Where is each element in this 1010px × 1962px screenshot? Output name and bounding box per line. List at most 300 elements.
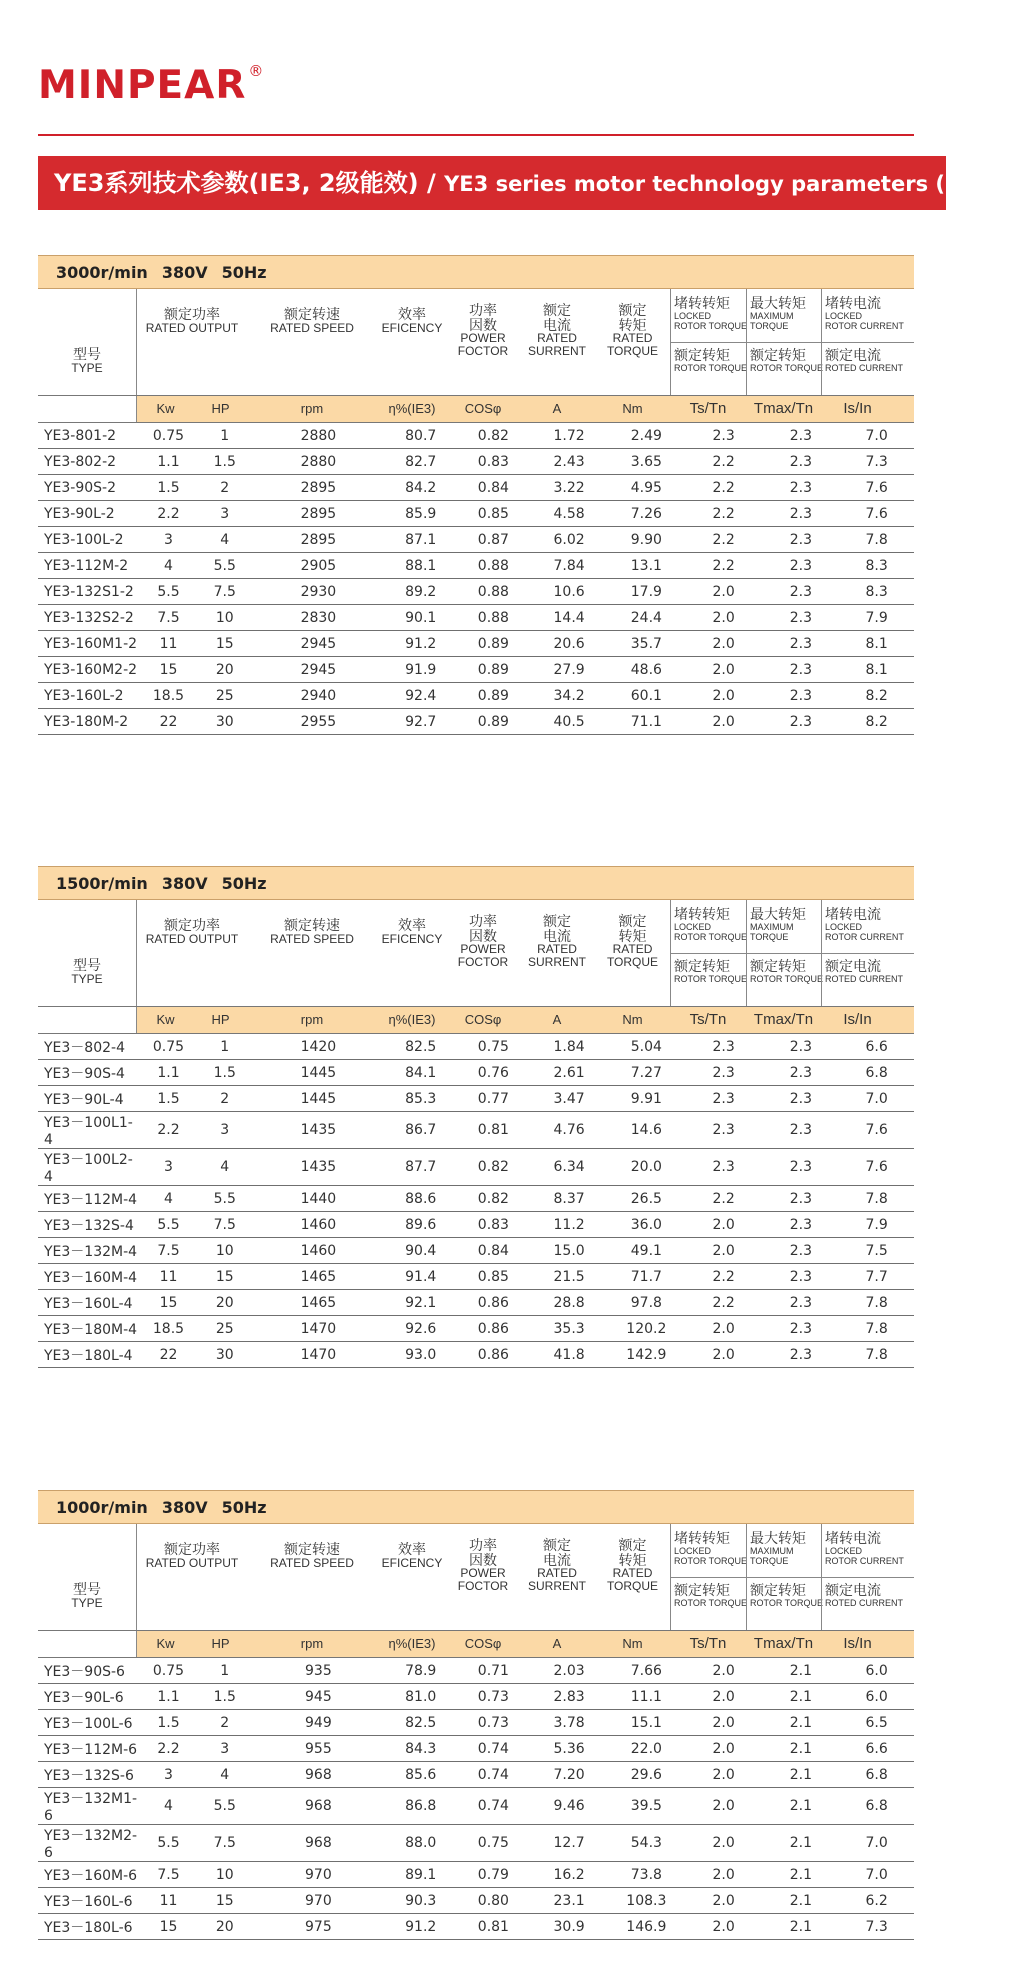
- value-cell: 92.4: [385, 683, 457, 709]
- value-cell: 7.8: [839, 1186, 914, 1212]
- value-cell: 4: [139, 1788, 197, 1825]
- value-cell: 7.3: [839, 1914, 914, 1940]
- rated-speed-header: [247, 307, 377, 334]
- section-frequency: 50Hz: [221, 874, 267, 893]
- unit-tmax: Tmax/Tn: [753, 400, 814, 417]
- value-cell: 2.83: [530, 1684, 608, 1710]
- value-cell: 24.4: [608, 605, 685, 631]
- value-cell: 2.0: [685, 1736, 763, 1762]
- value-cell: 2.3: [762, 709, 839, 735]
- value-cell: 7.27: [608, 1060, 685, 1086]
- table-row: [38, 1290, 914, 1316]
- value-cell: 2.1: [762, 1710, 839, 1736]
- torque-cn1: 额定: [618, 302, 647, 318]
- unit-is: Is/In: [843, 1635, 872, 1652]
- value-cell: 2.3: [762, 579, 839, 605]
- value-cell: 0.82: [457, 1186, 531, 1212]
- value-cell: 1.5: [139, 1086, 197, 1112]
- value-cell: 0.74: [457, 1762, 531, 1788]
- value-cell: 11: [139, 1888, 197, 1914]
- value-cell: 0.89: [457, 709, 531, 735]
- value-cell: 1.1: [139, 449, 197, 475]
- efficiency-en: EFICENCY: [381, 1555, 443, 1570]
- value-cell: 2.3: [762, 1034, 839, 1060]
- value-cell: 2.0: [685, 1212, 763, 1238]
- current-cn2: 电流: [543, 316, 571, 333]
- value-cell: 6.6: [839, 1034, 914, 1060]
- efficiency-cn: 效率: [398, 917, 426, 933]
- model-cell: YE3－90L-4: [38, 1086, 139, 1112]
- value-cell: 41.8: [530, 1342, 608, 1368]
- spec-table: [38, 1034, 914, 1368]
- rated-output-header: [137, 307, 247, 334]
- value-cell: 8.1: [839, 657, 914, 683]
- value-cell: 29.6: [608, 1762, 685, 1788]
- rated-current-header: [519, 914, 595, 969]
- unit-eff: η%(IE3): [388, 1012, 436, 1027]
- value-cell: 91.2: [385, 1914, 457, 1940]
- torque-en2: TORQUE: [606, 954, 659, 969]
- value-cell: 0.82: [457, 1149, 531, 1186]
- efficiency-header: [377, 307, 447, 334]
- rated-current-header: [519, 1538, 595, 1593]
- model-cell: YE3－160M-4: [38, 1264, 139, 1290]
- current-en1: RATED: [537, 331, 577, 346]
- value-cell: 0.85: [457, 1264, 531, 1290]
- model-cell: YE3－132M1-6: [38, 1788, 139, 1825]
- value-cell: 6.8: [839, 1060, 914, 1086]
- torque-en1: RATED: [612, 331, 653, 346]
- value-cell: 7.5: [139, 605, 197, 631]
- value-cell: 88.6: [385, 1186, 457, 1212]
- power-factor-cn2: 因数: [469, 1551, 497, 1568]
- unit-eff: η%(IE3): [388, 1636, 436, 1651]
- value-cell: 22: [139, 1342, 197, 1368]
- value-cell: 949: [252, 1710, 385, 1736]
- value-cell: 0.75: [457, 1825, 531, 1862]
- value-cell: 6.6: [839, 1736, 914, 1762]
- torque-cn2: 转矩: [618, 927, 647, 944]
- value-cell: 87.1: [385, 527, 457, 553]
- table-row: [38, 501, 914, 527]
- value-cell: 2.3: [762, 1149, 839, 1186]
- model-cell: YE3-802-2: [38, 449, 139, 475]
- value-cell: 82.5: [385, 1034, 457, 1060]
- value-cell: 2.0: [685, 1684, 763, 1710]
- value-cell: 90.1: [385, 605, 457, 631]
- value-cell: 10: [198, 1862, 252, 1888]
- value-cell: 2.0: [685, 709, 763, 735]
- value-cell: 2895: [252, 475, 385, 501]
- value-cell: 975: [252, 1914, 385, 1940]
- value-cell: 2.0: [685, 1710, 763, 1736]
- value-cell: 87.7: [385, 1149, 457, 1186]
- value-cell: 2.0: [685, 657, 763, 683]
- power-factor-en1: POWER: [460, 1566, 506, 1581]
- torque-cn1: 额定: [618, 1537, 647, 1553]
- max-torque-header: 最大转矩 MAXIMUM TORQUE 额定转矩 ROTOR TORQUE: [746, 1524, 821, 1630]
- model-cell: YE3－100L1-4: [38, 1112, 139, 1149]
- rated-speed-cn: 额定转速: [284, 917, 340, 933]
- unit-nm: Nm: [622, 401, 643, 416]
- value-cell: 7.8: [839, 527, 914, 553]
- value-cell: 14.4: [530, 605, 608, 631]
- rated-torque-header: [595, 914, 670, 969]
- torque-en1: RATED: [612, 1566, 653, 1581]
- value-cell: 2.0: [685, 1862, 763, 1888]
- value-cell: 3: [198, 1736, 252, 1762]
- brand-logo: MINPEAR ®: [38, 62, 265, 108]
- power-factor-cn2: 因数: [469, 927, 497, 944]
- value-cell: 89.6: [385, 1212, 457, 1238]
- section-frequency: 50Hz: [221, 1498, 267, 1517]
- unit-is: Is/In: [843, 1011, 872, 1028]
- value-cell: 30.9: [530, 1914, 608, 1940]
- value-cell: 2.0: [685, 1762, 763, 1788]
- locked-torque-header: 堵转转矩 LOCKED ROTOR TORQUE 额定转矩 ROTOR TORQUE: [670, 900, 746, 1006]
- value-cell: 11.1: [608, 1684, 685, 1710]
- value-cell: 0.88: [457, 579, 531, 605]
- value-cell: 5.5: [198, 1186, 252, 1212]
- value-cell: 71.1: [608, 709, 685, 735]
- value-cell: 81.0: [385, 1684, 457, 1710]
- value-cell: 82.7: [385, 449, 457, 475]
- power-factor-header: [447, 1538, 519, 1593]
- value-cell: 18.5: [139, 1316, 197, 1342]
- value-cell: 1445: [252, 1060, 385, 1086]
- value-cell: 10.6: [530, 579, 608, 605]
- table-row: [38, 1316, 914, 1342]
- value-cell: 0.83: [457, 1212, 531, 1238]
- value-cell: 49.1: [608, 1238, 685, 1264]
- value-cell: 2.0: [685, 683, 763, 709]
- value-cell: 91.2: [385, 631, 457, 657]
- table-row: [38, 449, 914, 475]
- value-cell: 1.5: [198, 449, 252, 475]
- value-cell: 17.9: [608, 579, 685, 605]
- value-cell: 5.5: [139, 1212, 197, 1238]
- value-cell: 3: [198, 501, 252, 527]
- rated-speed-header: [247, 918, 377, 945]
- value-cell: 15: [139, 1914, 197, 1940]
- torque-en1: RATED: [612, 942, 653, 957]
- table-row: [38, 579, 914, 605]
- spec-section-2: [38, 866, 914, 1368]
- value-cell: 0.81: [457, 1112, 531, 1149]
- value-cell: 20: [198, 1290, 252, 1316]
- unit-cos: COSφ: [464, 1636, 502, 1651]
- value-cell: 0.86: [457, 1342, 531, 1368]
- value-cell: 5.5: [139, 1825, 197, 1862]
- model-cell: YE3－90L-6: [38, 1684, 139, 1710]
- value-cell: 1465: [252, 1290, 385, 1316]
- model-cell: YE3－802-4: [38, 1034, 139, 1060]
- value-cell: 6.8: [839, 1762, 914, 1788]
- value-cell: 7.5: [839, 1238, 914, 1264]
- table-row: [38, 1862, 914, 1888]
- value-cell: 2.3: [685, 1034, 763, 1060]
- model-cell: YE3－132M-4: [38, 1238, 139, 1264]
- unit-tmax: Tmax/Tn: [753, 1635, 814, 1652]
- locked-current-header: 堵转电流 LOCKED ROTOR CURRENT 额定电流 ROTED CURRENT: [821, 900, 914, 1006]
- value-cell: 2.0: [685, 579, 763, 605]
- model-cell: YE3－132S-6: [38, 1762, 139, 1788]
- value-cell: 7.84: [530, 553, 608, 579]
- value-cell: 86.7: [385, 1112, 457, 1149]
- value-cell: 11.2: [530, 1212, 608, 1238]
- section-heading: [38, 866, 914, 900]
- value-cell: 88.1: [385, 553, 457, 579]
- torque-cn2: 转矩: [618, 316, 647, 333]
- value-cell: 73.8: [608, 1862, 685, 1888]
- value-cell: 7.6: [839, 501, 914, 527]
- rated-torque-header: [595, 1538, 670, 1593]
- value-cell: 0.86: [457, 1316, 531, 1342]
- type-header: [38, 289, 137, 395]
- table-row: [38, 1762, 914, 1788]
- value-cell: 71.7: [608, 1264, 685, 1290]
- value-cell: 0.74: [457, 1736, 531, 1762]
- value-cell: 2.1: [762, 1862, 839, 1888]
- current-en2: SURRENT: [527, 343, 586, 358]
- table-row: [38, 1342, 914, 1368]
- power-factor-en1: POWER: [460, 942, 506, 957]
- value-cell: 0.75: [139, 423, 197, 449]
- type-label-en: TYPE: [71, 360, 103, 375]
- value-cell: 92.7: [385, 709, 457, 735]
- current-en2: SURRENT: [527, 1578, 586, 1593]
- value-cell: 15.0: [530, 1238, 608, 1264]
- power-factor-cn2: 因数: [469, 316, 497, 333]
- value-cell: 14.6: [608, 1112, 685, 1149]
- banner-title-en: YE3 series motor technology parameters (IE3, L: [444, 172, 1010, 196]
- value-cell: 8.2: [839, 709, 914, 735]
- torque-cn1: 额定: [618, 913, 647, 929]
- value-cell: 78.9: [385, 1658, 457, 1684]
- table-row: [38, 1264, 914, 1290]
- value-cell: 2.1: [762, 1658, 839, 1684]
- unit-a: A: [552, 401, 562, 416]
- value-cell: 1.5: [139, 475, 197, 501]
- value-cell: 84.2: [385, 475, 457, 501]
- value-cell: 0.83: [457, 449, 531, 475]
- model-cell: YE3－180M-4: [38, 1316, 139, 1342]
- value-cell: 22.0: [608, 1736, 685, 1762]
- unit-hp: HP: [211, 1636, 230, 1651]
- value-cell: 0.80: [457, 1888, 531, 1914]
- unit-ts: Ts/Tn: [689, 400, 727, 417]
- current-cn1: 额定: [543, 302, 571, 318]
- rated-speed-header: [247, 1542, 377, 1569]
- rated-output-en: RATED OUTPUT: [145, 931, 239, 946]
- rated-speed-en: RATED SPEED: [270, 931, 354, 946]
- value-cell: 7.20: [530, 1762, 608, 1788]
- value-cell: 0.89: [457, 657, 531, 683]
- value-cell: 92.6: [385, 1316, 457, 1342]
- value-cell: 0.89: [457, 683, 531, 709]
- value-cell: 2.3: [685, 1149, 763, 1186]
- value-cell: 0.75: [139, 1034, 197, 1060]
- value-cell: 0.86: [457, 1290, 531, 1316]
- value-cell: 9.46: [530, 1788, 608, 1825]
- value-cell: 2.2: [685, 449, 763, 475]
- value-cell: 4: [139, 1186, 197, 1212]
- model-cell: YE3-180M-2: [38, 709, 139, 735]
- power-factor-en2: FOCTOR: [457, 1578, 509, 1593]
- title-banner: [38, 156, 1010, 210]
- value-cell: 2.3: [762, 1290, 839, 1316]
- table-header: [38, 289, 914, 396]
- value-cell: 10: [198, 1238, 252, 1264]
- value-cell: 2880: [252, 423, 385, 449]
- value-cell: 7.0: [839, 1825, 914, 1862]
- value-cell: 35.3: [530, 1316, 608, 1342]
- value-cell: 2.61: [530, 1060, 608, 1086]
- value-cell: 0.84: [457, 1238, 531, 1264]
- value-cell: 7.9: [839, 605, 914, 631]
- value-cell: 0.74: [457, 1788, 531, 1825]
- value-cell: 0.77: [457, 1086, 531, 1112]
- model-cell: YE3-801-2: [38, 423, 139, 449]
- value-cell: 6.5: [839, 1710, 914, 1736]
- rated-output-cn: 额定功率: [164, 1541, 220, 1557]
- section-voltage: 380V: [161, 263, 208, 282]
- value-cell: 1.5: [198, 1060, 252, 1086]
- model-cell: YE3－112M-4: [38, 1186, 139, 1212]
- value-cell: 7.8: [839, 1290, 914, 1316]
- section-heading: [38, 1490, 914, 1524]
- units-row: [38, 1007, 914, 1034]
- model-cell: YE3－90S-4: [38, 1060, 139, 1086]
- value-cell: 2.3: [685, 1112, 763, 1149]
- table-row: [38, 1238, 914, 1264]
- value-cell: 10: [198, 605, 252, 631]
- value-cell: 5.04: [608, 1034, 685, 1060]
- table-row: [38, 1888, 914, 1914]
- value-cell: 97.8: [608, 1290, 685, 1316]
- value-cell: 93.0: [385, 1342, 457, 1368]
- value-cell: 5.5: [198, 1788, 252, 1825]
- table-row: [38, 1034, 914, 1060]
- value-cell: 26.5: [608, 1186, 685, 1212]
- value-cell: 0.85: [457, 501, 531, 527]
- value-cell: 1445: [252, 1086, 385, 1112]
- rated-output-cn: 额定功率: [164, 306, 220, 322]
- value-cell: 60.1: [608, 683, 685, 709]
- value-cell: 21.5: [530, 1264, 608, 1290]
- value-cell: 2.3: [685, 423, 763, 449]
- value-cell: 4.76: [530, 1112, 608, 1149]
- value-cell: 1.5: [139, 1710, 197, 1736]
- registered-mark: ®: [248, 62, 265, 80]
- value-cell: 1.72: [530, 423, 608, 449]
- value-cell: 2945: [252, 631, 385, 657]
- value-cell: 1: [198, 423, 252, 449]
- value-cell: 89.2: [385, 579, 457, 605]
- value-cell: 968: [252, 1825, 385, 1862]
- value-cell: 0.73: [457, 1684, 531, 1710]
- locked-torque-header: 堵转转矩 LOCKED ROTOR TORQUE 额定转矩 ROTOR TORQUE: [670, 289, 746, 395]
- locked-current-header: 堵转电流 LOCKED ROTOR CURRENT 额定电流 ROTED CURRENT: [821, 1524, 914, 1630]
- section-speed: 1500r/min: [56, 874, 148, 893]
- efficiency-header: [377, 1542, 447, 1569]
- current-cn1: 额定: [543, 1537, 571, 1553]
- value-cell: 7.7: [839, 1264, 914, 1290]
- model-cell: YE3-160L-2: [38, 683, 139, 709]
- value-cell: 7.6: [839, 1149, 914, 1186]
- rated-speed-cn: 额定转速: [284, 1541, 340, 1557]
- rated-current-header: [519, 303, 595, 358]
- model-cell: YE3－100L-6: [38, 1710, 139, 1736]
- unit-rpm: rpm: [300, 401, 324, 416]
- spec-section-3: [38, 1490, 914, 1940]
- value-cell: 2.3: [762, 423, 839, 449]
- value-cell: 6.34: [530, 1149, 608, 1186]
- value-cell: 8.3: [839, 579, 914, 605]
- value-cell: 0.75: [457, 1034, 531, 1060]
- value-cell: 2.0: [685, 1238, 763, 1264]
- value-cell: 3: [139, 1149, 197, 1186]
- value-cell: 955: [252, 1736, 385, 1762]
- value-cell: 4: [198, 1762, 252, 1788]
- unit-a: A: [552, 1012, 562, 1027]
- section-heading: [38, 255, 914, 289]
- value-cell: 0.88: [457, 605, 531, 631]
- value-cell: 86.8: [385, 1788, 457, 1825]
- value-cell: 0.71: [457, 1658, 531, 1684]
- value-cell: 1: [198, 1034, 252, 1060]
- value-cell: 7.5: [139, 1238, 197, 1264]
- value-cell: 1470: [252, 1342, 385, 1368]
- table-row: [38, 605, 914, 631]
- power-factor-cn1: 功率: [469, 913, 497, 929]
- value-cell: 2: [198, 1710, 252, 1736]
- value-cell: 2.3: [685, 1060, 763, 1086]
- value-cell: 1465: [252, 1264, 385, 1290]
- torque-en2: TORQUE: [606, 343, 659, 358]
- value-cell: 12.7: [530, 1825, 608, 1862]
- value-cell: 28.8: [530, 1290, 608, 1316]
- value-cell: 7.0: [839, 423, 914, 449]
- value-cell: 3: [139, 527, 197, 553]
- value-cell: 15: [139, 657, 197, 683]
- value-cell: 85.3: [385, 1086, 457, 1112]
- model-cell: YE3-100L-2: [38, 527, 139, 553]
- value-cell: 0.73: [457, 1710, 531, 1736]
- value-cell: 2.0: [685, 1658, 763, 1684]
- value-cell: 5.5: [139, 579, 197, 605]
- value-cell: 2.2: [685, 1290, 763, 1316]
- value-cell: 7.8: [839, 1342, 914, 1368]
- spec-table: [38, 423, 914, 735]
- value-cell: 2.3: [762, 1112, 839, 1149]
- type-label-en: TYPE: [71, 971, 103, 986]
- value-cell: 54.3: [608, 1825, 685, 1862]
- value-cell: 15: [198, 1888, 252, 1914]
- efficiency-en: EFICENCY: [381, 320, 443, 335]
- value-cell: 970: [252, 1862, 385, 1888]
- value-cell: 4: [198, 1149, 252, 1186]
- value-cell: 7.66: [608, 1658, 685, 1684]
- value-cell: 2.3: [762, 1212, 839, 1238]
- value-cell: 2.1: [762, 1825, 839, 1862]
- value-cell: 2.3: [762, 501, 839, 527]
- value-cell: 6.0: [839, 1684, 914, 1710]
- efficiency-header: [377, 918, 447, 945]
- value-cell: 15: [139, 1290, 197, 1316]
- unit-cos: COSφ: [464, 1012, 502, 1027]
- table-row: [38, 709, 914, 735]
